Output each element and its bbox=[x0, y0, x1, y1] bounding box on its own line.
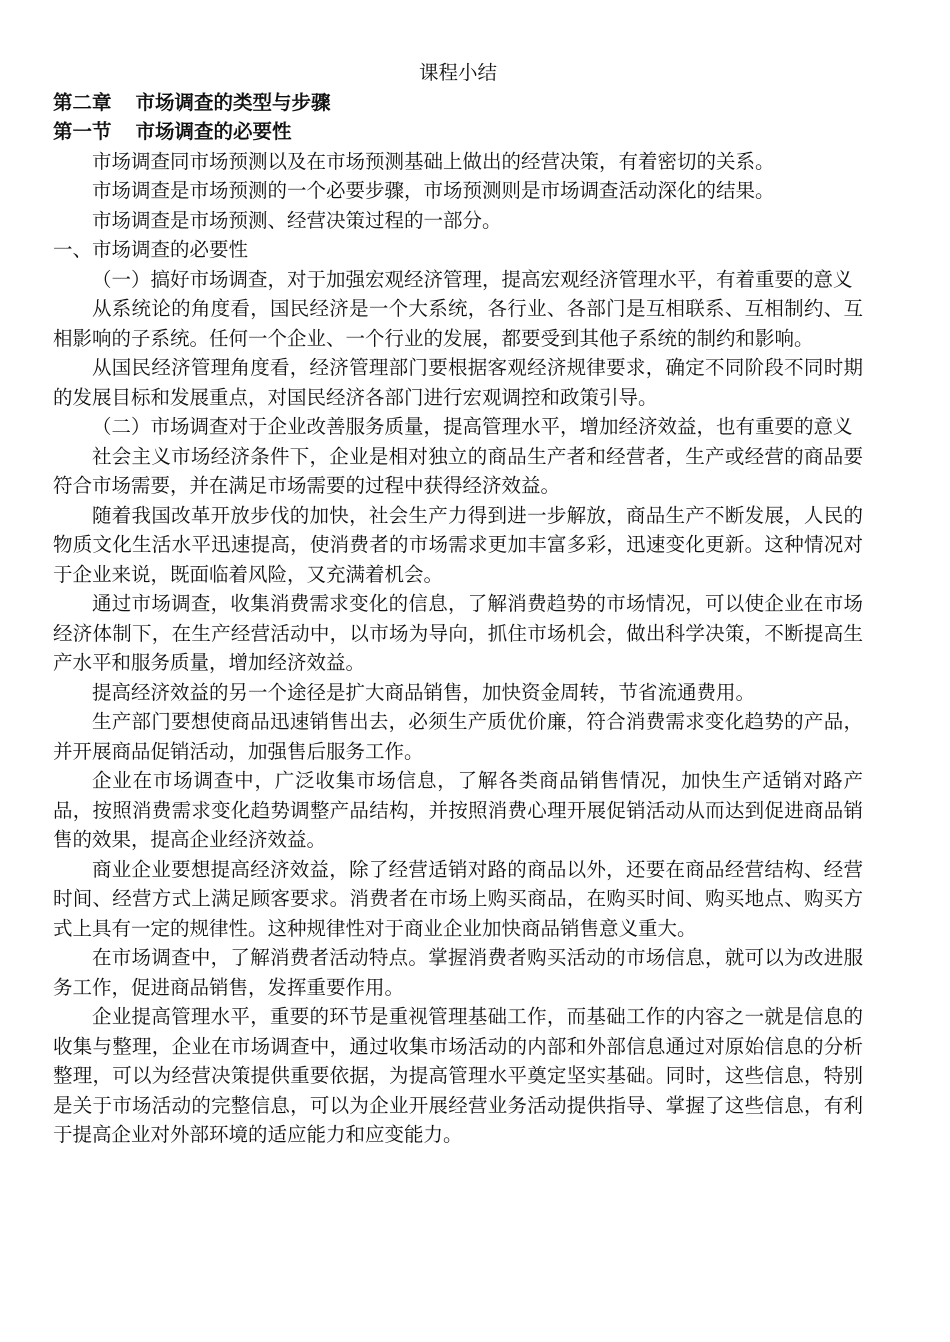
body-paragraph: 从系统论的角度看，国民经济是一个大系统，各行业、各部门是互相联系、互相制约、互相影响的子系统。任何一个企业、一个行业的发展，都要受到其他子系统的制约和影响。 bbox=[53, 297, 863, 350]
body-paragraph: 在市场调查中，了解消费者活动特点。掌握消费者购买活动的市场信息，就可以为改进服务工作，促进商品销售，发挥重要作用。 bbox=[53, 946, 863, 999]
body-paragraph: 企业提高管理水平，重要的环节是重视管理基础工作，而基础工作的内容之一就是信息的收集与整理，企业在市场调查中，通过收集市场活动的内部和外部信息通过对原始信息的分析整理，可以为经营决策提供重要依据，为提高管理水平奠定坚实基础。同时，这些信息，特别是关于市场活动的完整信息，可以为企业开展经营业务活动提供指导、掌握了这些信息，有利于提高企业对外部环境的适应能力和应变能力。 bbox=[53, 1005, 863, 1146]
body-paragraph: 企业在市场调查中，广泛收集市场信息，了解各类商品销售情况，加快生产适销对路产品，按照消费需求变化趋势调整产品结构，并按照消费心理开展促销活动从而达到促进商品销售的效果，提高企业经济效益。 bbox=[53, 769, 863, 851]
body-paragraph: 生产部门要想使商品迅速销售出去，必须生产质优价廉，符合消费需求变化趋势的产品，并开展商品促销活动，加强售后服务工作。 bbox=[53, 710, 863, 763]
body-paragraph: 随着我国改革开放步伐的加快，社会生产力得到进一步解放，商品生产不断发展，人民的物质文化生活水平迅速提高，使消费者的市场需求更加丰富多彩，迅速变化更新。这种情况对于企业来说，既面临着风险，又充满着机会。 bbox=[53, 503, 863, 586]
intro-paragraph: 市场调查是市场预测、经营决策过程的一部分。 bbox=[92, 208, 502, 232]
intro-paragraph: 市场调查是市场预测的一个必要步骤，市场预测则是市场调查活动深化的结果。 bbox=[92, 179, 775, 202]
document-title: 课程小结 bbox=[418, 61, 497, 84]
intro-paragraph: 市场调查同市场预测以及在市场预测基础上做出的经营决策，有着密切的关系。 bbox=[92, 149, 775, 173]
section-heading bbox=[53, 117, 863, 147]
document-page bbox=[53, 58, 863, 1150]
body-paragraph: 通过市场调查，收集消费需求变化的信息，了解消费趋势的市场情况，可以使企业在市场经济体制下，在生产经营活动中，以市场为导向，抓住市场机会，做出科学决策，不断提高生产水平和服务质量，增加经济效益。 bbox=[53, 592, 863, 674]
subsection-title: 一、市场调查的必要性 bbox=[53, 238, 249, 261]
body-paragraph: 提高经济效益的另一个途径是扩大商品销售，加快资金周转，节省流通费用。 bbox=[92, 680, 756, 704]
chapter-heading bbox=[53, 88, 863, 118]
body-paragraph: 商业企业要想提高经济效益，除了经营适销对路的商品以外，还要在商品经营结构、经营时间、经营方式上满足顾客要求。消费者在市场上购买商品，在购买时间、购买地点、购买方式上具有一定的规律性。这种规律性对于商业企业加快商品销售意义重大。 bbox=[53, 857, 863, 940]
section-number: 第一节 bbox=[53, 120, 112, 143]
subheading-paragraph: （一）搞好市场调查，对于加强宏观经济管理，提高宏观经济管理水平，有着重要的意义 bbox=[92, 267, 853, 291]
body-paragraph: 从国民经济管理角度看，经济管理部门要根据客观经济规律要求，确定不同阶段不同时期的发展目标和发展重点，对国民经济各部门进行宏观调控和政策引导。 bbox=[53, 356, 863, 409]
section-name: 市场调查的必要性 bbox=[135, 120, 292, 143]
body-paragraph: 社会主义市场经济条件下，企业是相对独立的商品生产者和经营者，生产或经营的商品要符合市场需要，并在满足市场需要的过程中获得经济效益。 bbox=[53, 444, 863, 497]
chapter-number: 第二章 bbox=[53, 90, 112, 114]
chapter-name: 市场调查的类型与步骤 bbox=[135, 90, 331, 114]
subheading-paragraph: （二）市场调查对于企业改善服务质量，提高管理水平，增加经济效益，也有重要的意义 bbox=[92, 415, 853, 438]
